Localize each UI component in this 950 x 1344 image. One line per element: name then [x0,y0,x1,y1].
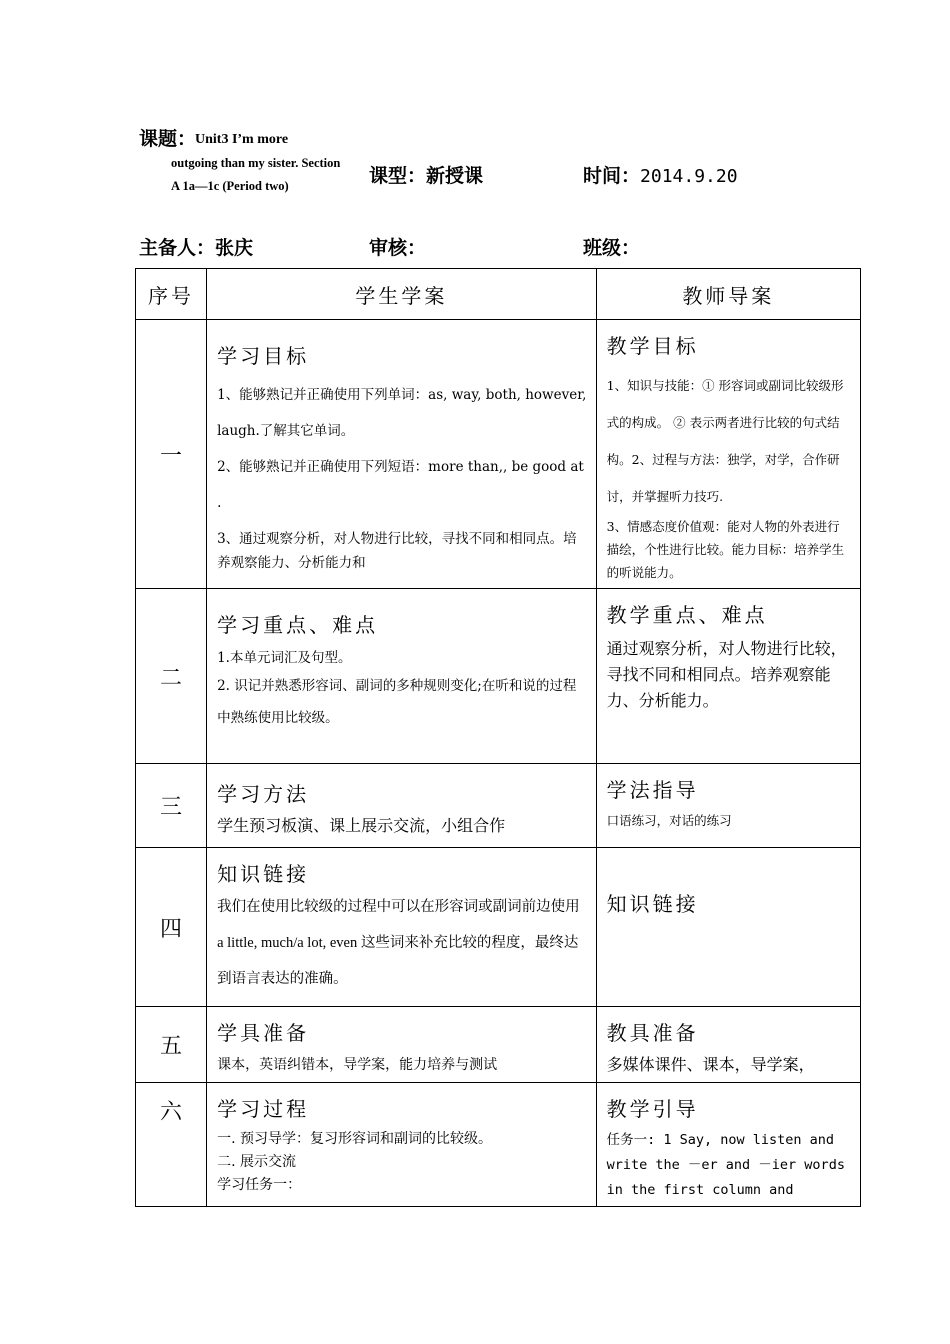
topic-title [171,128,346,199]
text-line: 2、能够熟记并正确使用下列短语：more than,, be good at . [217,459,584,511]
topic-title-rest: outgoing than my sister. Section A 1a—1c (Period two) [171,155,341,193]
time-label: 时间： [583,165,641,187]
row-number: 五 [136,1007,207,1083]
lesson-type: 课型：新授课 [369,165,484,187]
teacher-cell [596,848,860,1007]
student-cell [207,764,597,848]
teacher-cell [596,1007,860,1083]
table-row [136,764,861,848]
text-line: 一. 预习导学：复习形容词和副词的比较级。 [217,1131,492,1147]
text-line: 二. 展示交流 [217,1154,296,1170]
row-number: 二 [136,589,207,764]
section-title: 知识链接 [217,862,310,886]
section-title: 教学引导 [606,1097,699,1121]
table-row [136,589,861,764]
class-field: 班级： [583,237,641,259]
text-line: 口语练习，对话的练习 [606,813,732,828]
teacher-cell [596,764,860,848]
text-line: 课本，英语纠错本，导学案，能力培养与测试 [217,1057,498,1073]
text-line: 多媒体课件、课本，导学案， [606,1055,815,1074]
lesson-plan-table [135,268,861,1207]
table-row [136,320,861,589]
teacher-cell [596,589,860,764]
section-title: 教具准备 [606,1021,699,1045]
reviewer: 审核： [369,237,427,259]
student-cell [207,1007,597,1083]
text-line: 3、通过观察分析，对人物进行比较，寻找不同和相同点。培养观察能力、分析能力和 [217,531,577,571]
text-line: 我们在使用比较级的过程中可以在形容词或副词前边使用 a little, much/a lot, even 这些词来补充比较的程度，最终达到语言表达的准确。 [217,899,580,987]
section-title: 学习过程 [217,1097,310,1121]
section-title: 教学目标 [606,334,699,358]
preparer: 主备人：张庆 [139,237,254,259]
row-number: 三 [136,764,207,848]
table-row [136,1007,861,1083]
text-line: 2. 识记并熟悉形容词、副词的多种规则变化;在听和说的过程中熟练使用比较级。 [217,678,577,726]
time-value: 2014.9.20 [640,166,738,187]
text-line: 1、能够熟记并正确使用下列单词：as, way, both, however, laugh.了解其它单词。 [217,387,587,439]
text-line: 学习任务一： [217,1177,302,1193]
row-number: 六 [136,1083,207,1207]
student-cell [207,848,597,1007]
text-line: 3、情感态度价值观：能对人物的外表进行描绘，个性进行比较。能力目标：培养学生的听说能力。 [606,519,845,580]
text-line: 学生预习板演、课上展示交流，小组合作 [217,816,506,835]
lesson-time [583,161,738,189]
student-cell [207,589,597,764]
table-header-row [136,269,861,320]
table-row [136,848,861,1007]
section-title: 学习目标 [217,344,310,368]
row-number: 四 [136,848,207,1007]
section-title: 学习重点、难点 [217,613,379,637]
header-seq: 序号 [136,269,207,320]
text-line: 任务一: 1 Say, now listen and write the －er and －ier words in the first column and [606,1132,845,1198]
header-student: 学生学案 [207,269,597,320]
row-number: 一 [136,320,207,589]
section-title: 知识链接 [606,892,699,916]
text-line: 1、知识与技能：① 形容词或副词比较级形式的构成。 ② 表示两者进行比较的句式结构。2、过程与方法：独学，对学，合作研讨，并掌握听力技巧. [606,378,844,504]
teacher-cell [596,320,860,589]
section-title: 学具准备 [217,1021,310,1045]
student-cell [207,320,597,589]
student-cell [207,1083,597,1207]
section-title: 学习方法 [217,782,310,806]
table-row [136,1083,861,1207]
topic-title-first-line: Unit3 I’m more [195,132,289,147]
section-title: 学法指导 [606,778,699,802]
header-teacher: 教师导案 [596,269,860,320]
text-line: 1.本单元词汇及句型。 [217,650,352,666]
section-title: 教学重点、难点 [606,603,768,627]
text-line: 通过观察分析，对人物进行比较，寻找不同和相同点。培养观察能力、分析能力。 [606,639,847,710]
teacher-cell [596,1083,860,1207]
topic-label: 课题： [139,128,197,150]
